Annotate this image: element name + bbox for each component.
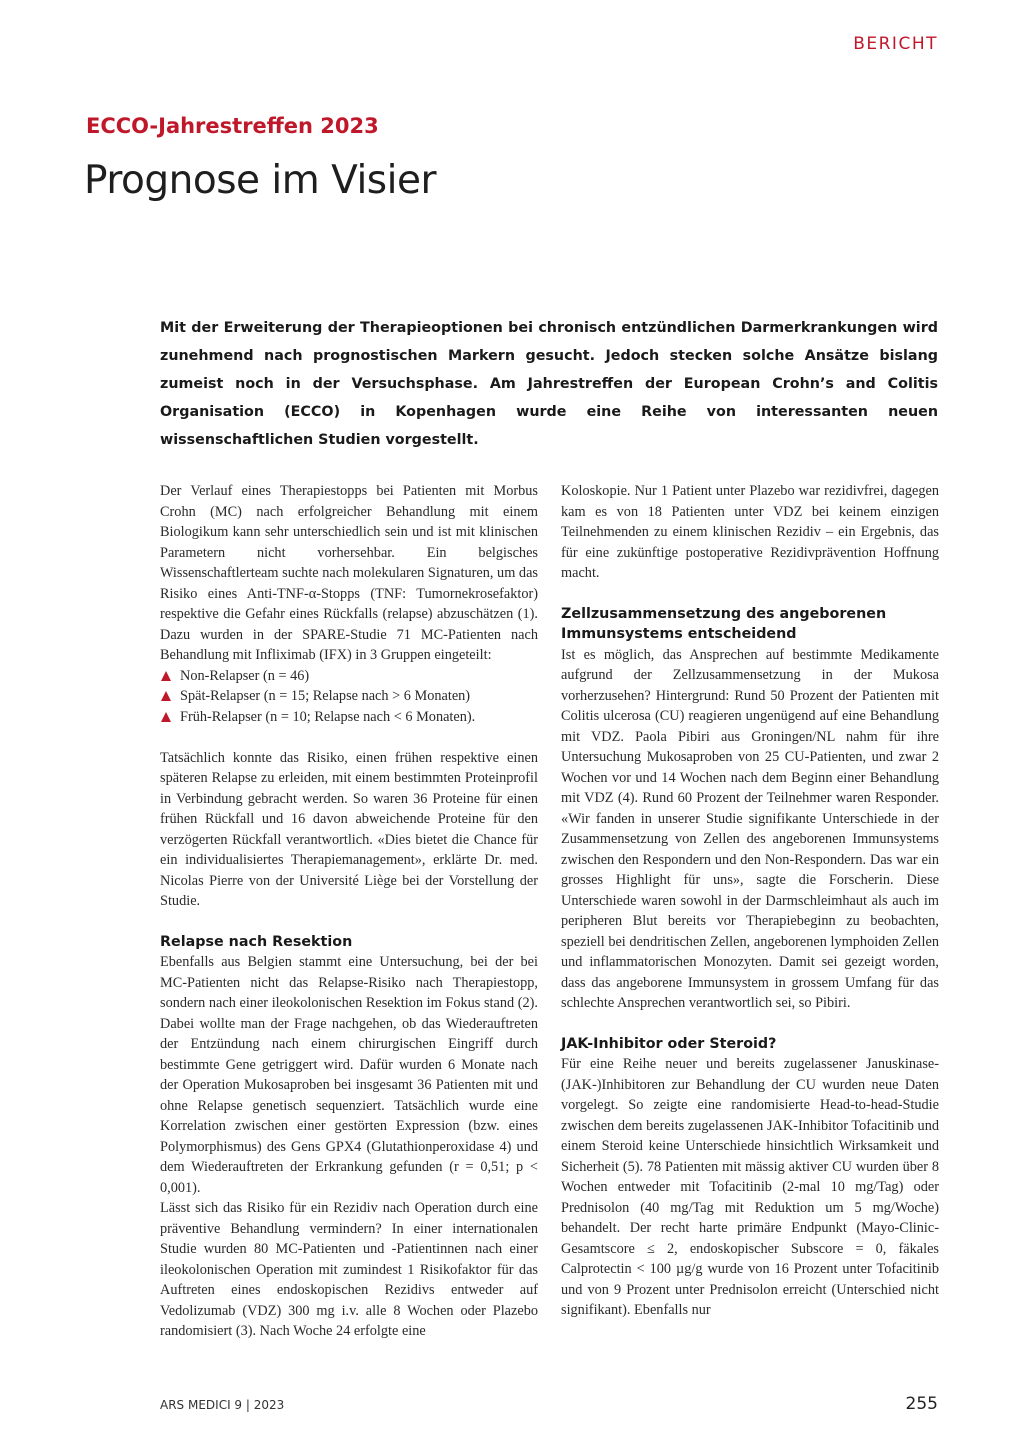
body-paragraph: Ist es möglich, das Ansprechen auf bestimmte Medikamente aufgrund der Zellzusammensetzung in der Mukosa vorherzusehen? Hintergrund: Rund 50 Prozent der Patienten mit Colitis ulcerosa (CU) reagieren ungenügend auf eine Behandlung mit VDZ. Paola Pibiri aus Groningen/NL nahm für ihre Untersuchung Mukosaproben von 25 CU-Patienten, und zwar 2 Wochen vor und 14 Wochen nach dem Beginn einer Behandlung mit VDZ (4). Rund 60 Prozent der Teilnehmer waren Responder. «Wir fanden in unserer Studie signifikante Unterschiede in der Zusammensetzung von Zellen des angeborenen Immunsystems zwischen den Respondern und den Non-Respondern. Das war ein grosses Highlight für uns», sagte die Forscherin. Diese Unterschiede waren sowohl in der Darmschleimhaut als auch im peripheren Blut bereits vor Therapiebeginn zu beobachten, speziell bei dendritischen Zellen, angeborenen lymphoiden Zellen und inflammatorischen Monozyten. Damit sei gezeigt worden, dass das angeborene Immunsystem in grossem Umfang für das schlechte Ansprechen verantwortlich sei, so Pibiri.	[561, 646, 939, 1011]
triangle-bullet-icon	[161, 712, 171, 722]
triangle-bullet-icon	[161, 691, 171, 701]
body-paragraph: Tatsächlich konnte das Risiko, einen frühen respektive einen späteren Relapse zu erleiden, mit einem bestimmten Proteinprofil in Verbindung gebracht werden. So waren 36 Proteine für einen frühen Rückfall und 16 davon abweichende Proteine für den verzögerten Rückfall verantwortlich. «Dies bietet die Chance für ein individualisiertes Therapiemanagement», erklärte Dr. med. Nicolas Pierre von der Université Liège bei der Vorstellung der Studie.	[160, 749, 538, 909]
left-column	[160, 481, 538, 1342]
list-item	[160, 707, 538, 728]
article-kicker: ECCO-Jahrestreffen 2023	[86, 114, 379, 138]
section-heading: JAK-Inhibitor oder Steroid?	[561, 1035, 777, 1052]
section-heading: Relapse nach Resektion	[160, 933, 353, 950]
section-heading: Zellzusammensetzung des angeborenen Immunsystems entscheidend	[561, 605, 887, 642]
list-item-text: Non-Relapser (n = 46)	[180, 667, 310, 684]
list-item	[160, 666, 538, 687]
page-number: 255	[905, 1394, 938, 1414]
body-paragraph: Ebenfalls aus Belgien stammt eine Untersuchung, bei der bei MC-Patienten nicht das Relapse-Risiko nach Therapiestopp, sondern nach einer ileokolonischen Resektion im Fokus stand (2). Dabei wollte man der Frage nachgehen, ob das Wiederauftreten der Entzündung nach einem chirurgischen Eingriff durch bestimmte Gene getriggert wird. Dafür wurden 6 Monate nach der Operation Mukosaproben bei insgesamt 36 Patienten mit und ohne Relapse genetisch sequenziert. Tatsächlich wurde eine Korrelation zwischen einer gestörten Expression (bzw. eines Polymorphismus) des Gens GPX4 (Glutathionperoxidase 4) und dem Wiederauftreten der Erkrankung gefunden (r = 0,51; p < 0,001).	[160, 954, 538, 1196]
triangle-bullet-icon	[161, 671, 171, 681]
list-item-text: Früh-Relapser (n = 10; Relapse nach < 6 Monaten).	[180, 708, 476, 725]
journal-footer: ARS MEDICI 9 | 2023	[160, 1398, 285, 1412]
section-label: BERICHT	[853, 34, 938, 54]
relapse-group-list	[160, 666, 538, 728]
right-column	[561, 481, 939, 1321]
article-title: Prognose im Visier	[84, 158, 436, 203]
body-paragraph: Für eine Reihe neuer und bereits zugelassener Januskinase-(JAK-)Inhibitoren zur Behandlung der CU wurden neue Daten vorgelegt. So zeigte eine randomisierte Head-to-head-Studie zwischen dem bereits zugelassenen JAK-Inhibitor Tofacitinib und einem Steroid keine Unterschiede hinsichtlich Wirksamkeit und Sicherheit (5). 78 Patienten mit mässig aktiver CU wurden über 8 Wochen entweder mit Tofacitinib (2-mal 10 mg/Tag) oder Prednisolon (40 mg/Tag mit Reduktion um 5 mg/Woche) behandelt. Der recht harte primäre Endpunkt (Mayo-Clinic-Gesamtscore ≤ 2, endoskopischer Subscore = 0, fäkales Calprotectin < 100 µg/g wurde von 16 Prozent unter Tofacitinib und von 9 Prozent unter Prednisolon erreicht (Unterschied nicht signifikant). Ebenfalls nur	[561, 1056, 939, 1318]
list-item-text: Spät-Relapser (n = 15; Relapse nach > 6 Monaten)	[180, 688, 471, 704]
article-lead: Mit der Erweiterung der Therapieoptionen bei chronisch entzündlichen Darmerkrankungen wird zunehmend nach prognostischen Markern gesucht. Jedoch stecken solche Ansätze bislang zumeist noch in der Versuchsphase. Am Jahrestreffen der European Crohn’s and Colitis Organisation (ECCO) in Kopenhagen wurde eine Reihe von interessanten neuen wissenschaftlichen Studien vorgestellt.	[160, 320, 938, 448]
list-item	[160, 686, 538, 707]
body-paragraph: Koloskopie. Nur 1 Patient unter Plazebo war rezidivfrei, dagegen kam es von 18 Patienten unter VDZ bei keinem einzigen Teilnehmenden zu einem klinischen Rezidiv – ein Ergebnis, das für eine zukünftige postoperative Rezidivprävention Hoffnung macht.	[561, 483, 939, 581]
body-paragraph: Lässt sich das Risiko für ein Rezidiv nach Operation durch eine präventive Behandlung vermindern? In einer internationalen Studie wurden 80 MC-Patienten und -Patientinnen nach einer ileokolonischen Operation mit zumindest 1 Risikofaktor für das Auftreten eines endoskopischen Rezidivs entweder auf Vedolizumab (VDZ) 300 mg i.v. alle 8 Wochen oder Plazebo randomisiert (3). Nach Woche 24 erfolgte eine	[160, 1200, 538, 1339]
body-paragraph: Der Verlauf eines Therapiestopps bei Patienten mit Morbus Crohn (MC) nach erfolgreicher Behandlung mit einem Biologikum kann sehr unterschiedlich sein und ist mit klinischen Parametern nicht vorhersehbar. Ein belgisches Wissenschaftlerteam suchte nach molekularen Signaturen, um das Risiko eines Anti-TNF-α-Stopps (TNF: Tumornekrosefaktor) respektive die Gefahr eines Rückfalls (relapse) abzuschätzen (1). Dazu wurden in der SPARE-Studie 71 MC-Patienten nach Behandlung mit Infliximab (IFX) in 3 Gruppen eingeteilt:	[160, 483, 538, 663]
